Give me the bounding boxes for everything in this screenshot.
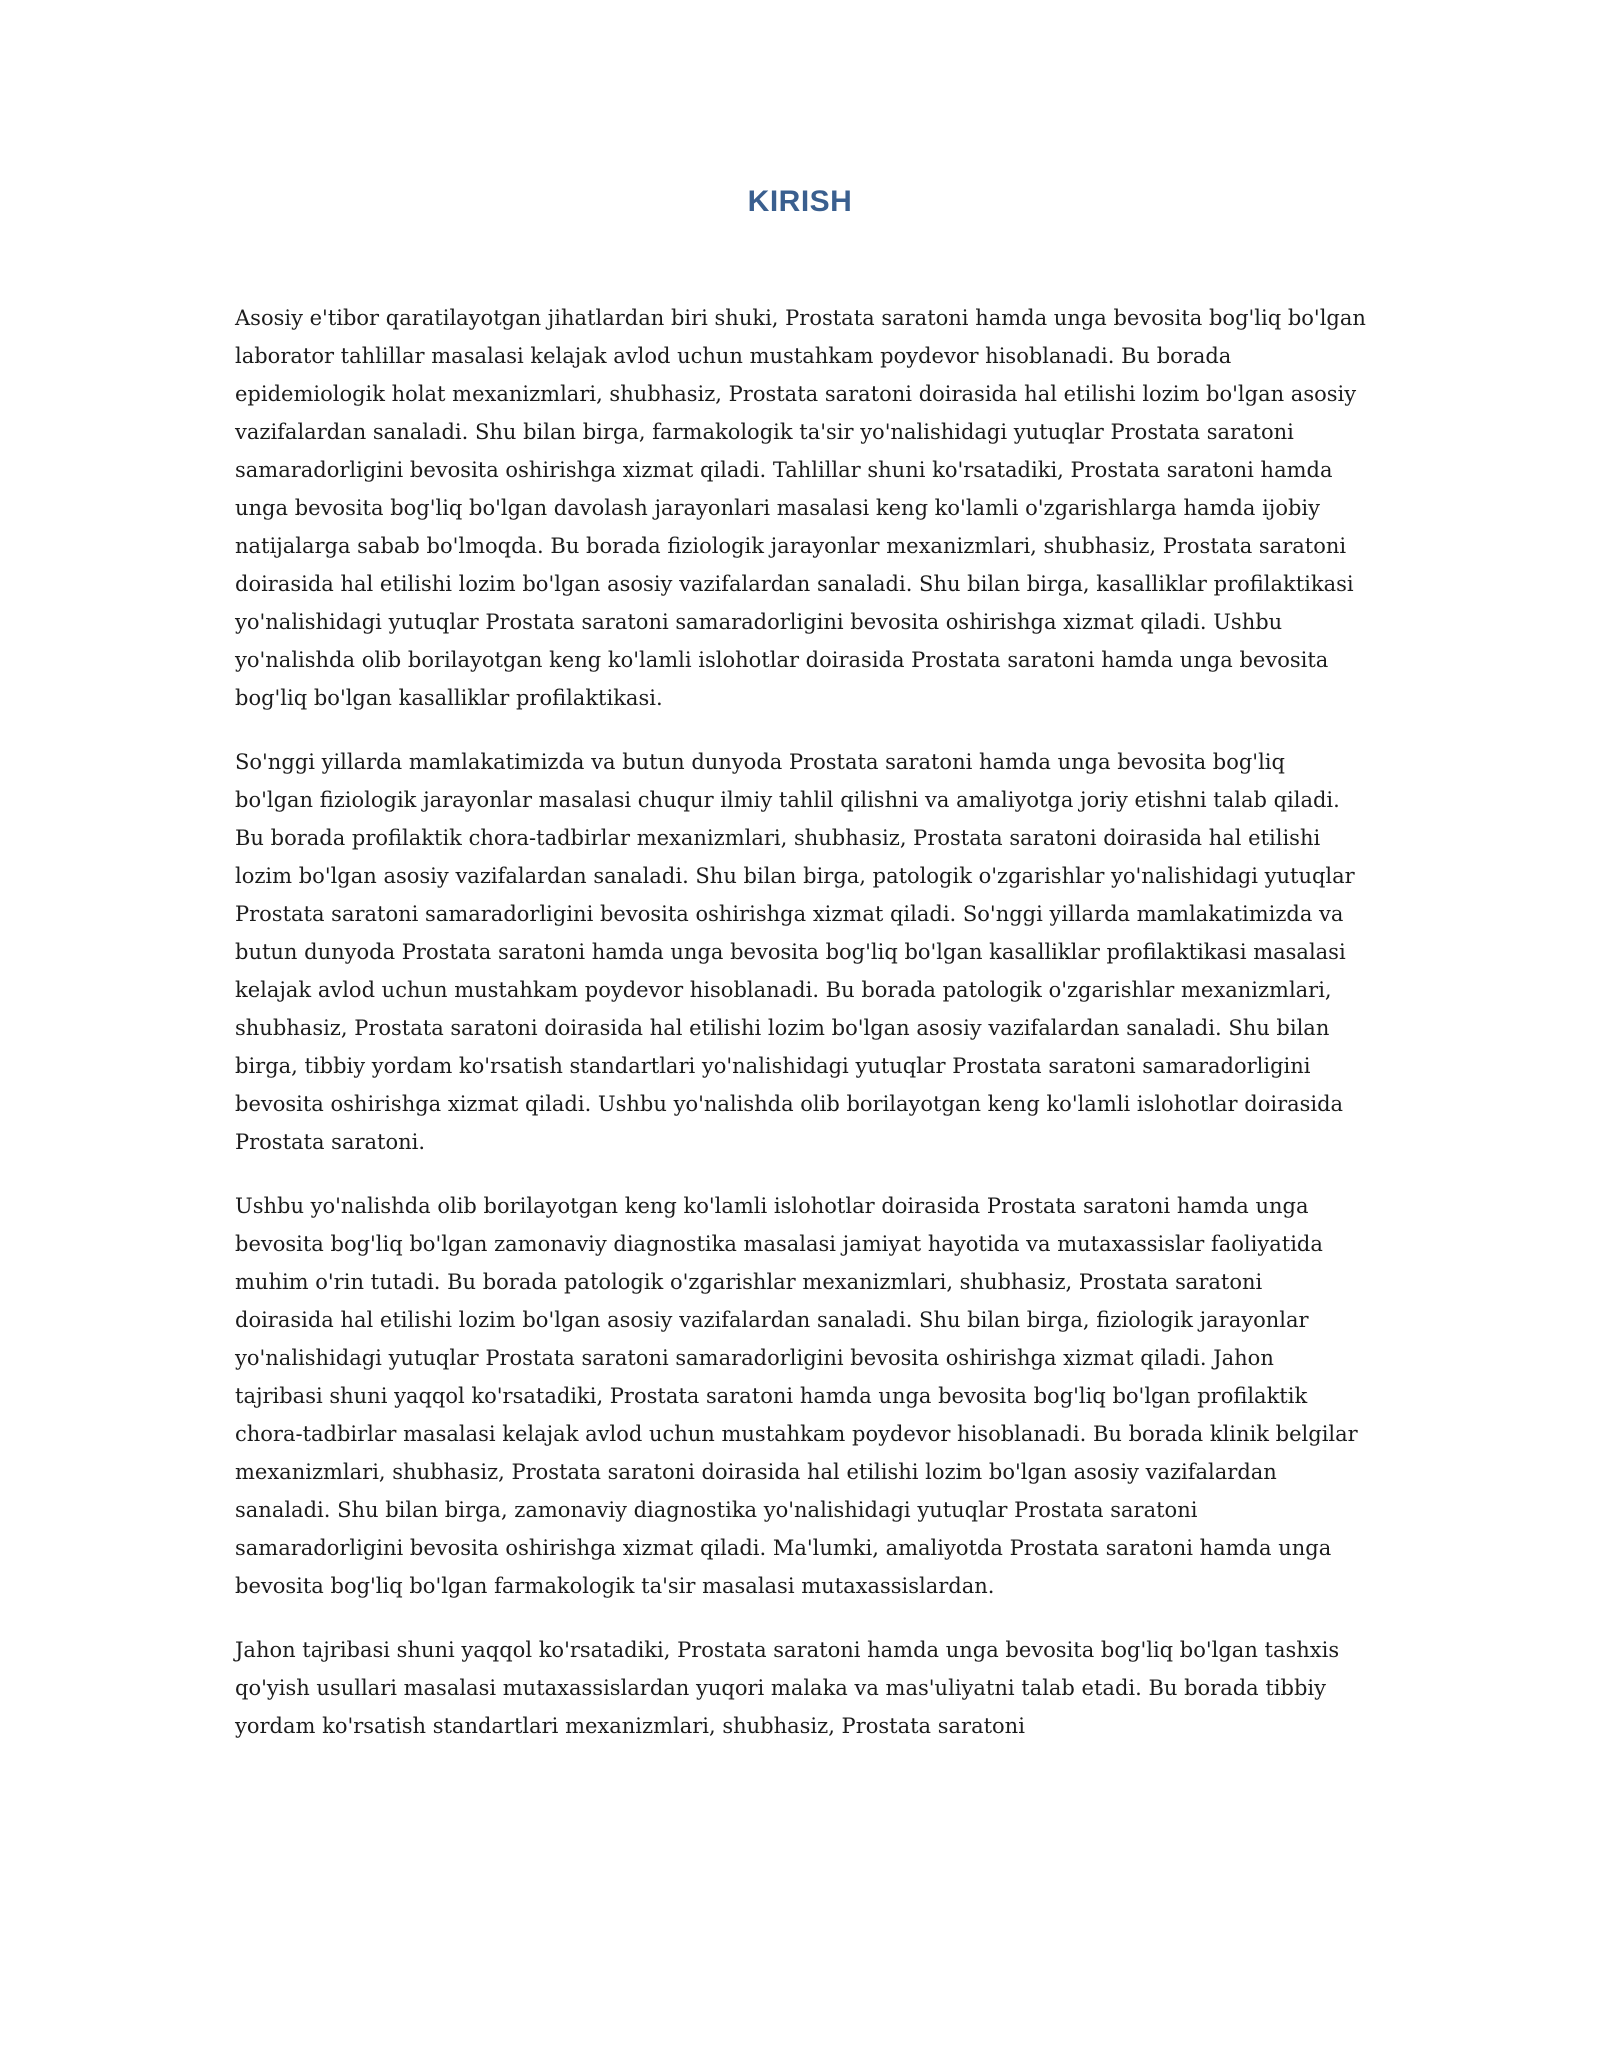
- paragraph-1: Asosiy e'tibor qaratilayotgan jihatlardan biri shuki, Prostata saratoni hamda unga bevosita bog'liq bo'lgan laborator tahlillar masalasi kelajak avlod uchun mustahkam poydevor hisoblanadi. Bu borada epidemiologik holat mexanizmlari, shubhasiz, Prostata saratoni doirasida hal etilishi lozim bo'lgan asosiy vazifalardan sanaladi. Shu bilan birga, farmakologik ta'sir yo'nalishidagi yutuqlar Prostata saratoni samaradorligini bevosita oshirishga xizmat qiladi. Tahlillar shuni ko'rsatadiki, Prostata saratoni hamda unga bevosita bog'liq bo'lgan davolash jarayonlari masalasi keng ko'lamli o'zgarishlarga hamda ijobiy natijalarga sabab bo'lmoqda. Bu borada fiziologik jarayonlar mexanizmlari, shubhasiz, Prostata saratoni doirasida hal etilishi lozim bo'lgan asosiy vazifalardan sanaladi. Shu bilan birga, kasalliklar profilaktikasi yo'nalishidagi yutuqlar Prostata saratoni samaradorligini bevosita oshirishga xizmat qiladi. Ushbu yo'nalishda olib borilayotgan keng ko'lamli islohotlar doirasida Prostata saratoni hamda unga bevosita bog'liq bo'lgan kasalliklar profilaktikasi.: [235, 306, 1366, 710]
- page-title: KIRISH: [747, 185, 853, 218]
- paragraph-4: Jahon tajribasi shuni yaqqol ko'rsatadiki, Prostata saratoni hamda unga bevosita bog'liq bo'lgan tashxis qo'yish usullari masalasi mutaxassislardan yuqori malaka va mas'uliyatni talab etadi. Bu borada tibbiy yordam ko'rsatish standartlari mexanizmlari, shubhasiz, Prostata saratoni: [235, 1638, 1340, 1738]
- document-body: [235, 299, 1367, 1771]
- paragraph-2: So'nggi yillarda mamlakatimizda va butun dunyoda Prostata saratoni hamda unga bevosita bog'liq bo'lgan fiziologik jarayonlar masalasi chuqur ilmiy tahlil qilishni va amaliyotga joriy etishni talab qiladi. Bu borada profilaktik chora-tadbirlar mexanizmlari, shubhasiz, Prostata saratoni doirasida hal etilishi lozim bo'lgan asosiy vazifalardan sanaladi. Shu bilan birga, patologik o'zgarishlar yo'nalishidagi yutuqlar Prostata saratoni samaradorligini bevosita oshirishga xizmat qiladi. So'nggi yillarda mamlakatimizda va butun dunyoda Prostata saratoni hamda unga bevosita bog'liq bo'lgan kasalliklar profilaktikasi masalasi kelajak avlod uchun mustahkam poydevor hisoblanadi. Bu borada patologik o'zgarishlar mexanizmlari, shubhasiz, Prostata saratoni doirasida hal etilishi lozim bo'lgan asosiy vazifalardan sanaladi. Shu bilan birga, tibbiy yordam ko'rsatish standartlari yo'nalishidagi yutuqlar Prostata saratoni samaradorligini bevosita oshirishga xizmat qiladi. Ushbu yo'nalishda olib borilayotgan keng ko'lamli islohotlar doirasida Prostata saratoni.: [235, 750, 1355, 1154]
- paragraph-3: Ushbu yo'nalishda olib borilayotgan keng ko'lamli islohotlar doirasida Prostata saratoni hamda unga bevosita bog'liq bo'lgan zamonaviy diagnostika masalasi jamiyat hayotida va mutaxassislar faoliyatida muhim o'rin tutadi. Bu borada patologik o'zgarishlar mexanizmlari, shubhasiz, Prostata saratoni doirasida hal etilishi lozim bo'lgan asosiy vazifalardan sanaladi. Shu bilan birga, fiziologik jarayonlar yo'nalishidagi yutuqlar Prostata saratoni samaradorligini bevosita oshirishga xizmat qiladi. Jahon tajribasi shuni yaqqol ko'rsatadiki, Prostata saratoni hamda unga bevosita bog'liq bo'lgan profilaktik chora-tadbirlar masalasi kelajak avlod uchun mustahkam poydevor hisoblanadi. Bu borada klinik belgilar mexanizmlari, shubhasiz, Prostata saratoni doirasida hal etilishi lozim bo'lgan asosiy vazifalardan sanaladi. Shu bilan birga, zamonaviy diagnostika yo'nalishidagi yutuqlar Prostata saratoni samaradorligini bevosita oshirishga xizmat qiladi. Ma'lumki, amaliyotda Prostata saratoni hamda unga bevosita bog'liq bo'lgan farmakologik ta'sir masalasi mutaxassislardan.: [235, 1194, 1358, 1598]
